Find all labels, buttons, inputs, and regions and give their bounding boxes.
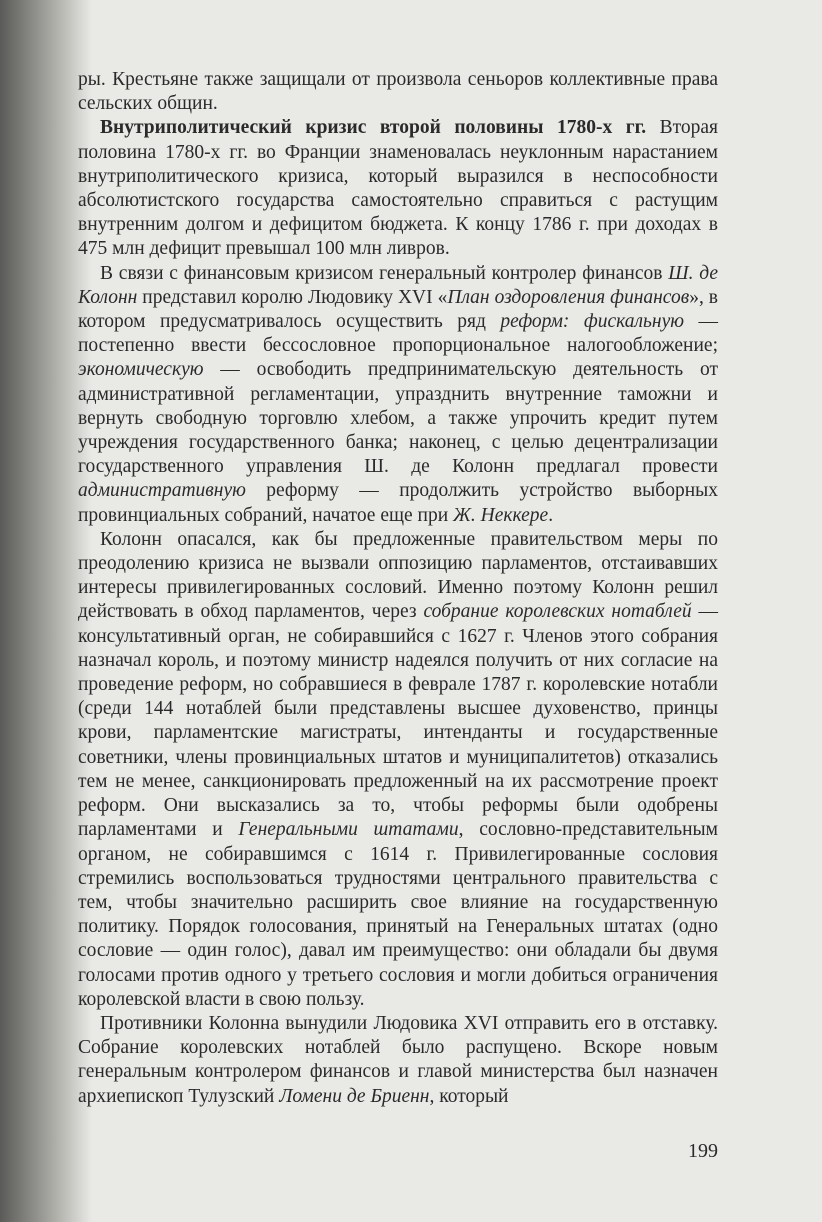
text-run: реформу — продолжить устройство выборных провинциальных собраний, начатое еще при [78,480,718,526]
text-run: — освободить предпринимательскую деятельность от административной регламентации, упразднить внутренние таможни и вернуть свободную торговлю хлебом, а также упрочить кредит путем учреждения государственного банка; наконец, с целью децентрализации государственного управления Ш. де Колонн предлагал провести [78,359,718,478]
italic-term: административную [78,480,246,502]
italic-term: Ш. де Колонн [78,262,718,308]
italic-term: Ж. Неккере [453,504,549,526]
text-run: , который [429,1085,509,1107]
italic-term: План оздоровления финансов [447,286,690,308]
text-run: В связи с финансовым кризисом генеральный контролер финансов [100,262,669,284]
text-run: — постепенно ввести бессословное пропорциональное налогообложение; [78,311,718,357]
italic-term: реформ: фискальную [500,311,684,333]
paragraph-notables [78,528,718,1012]
text-run: Противники Колонна вынудили Людовика XVI отправить его в отставку. Собрание королевских нотаблей было распущено. Вскоре новым генеральным контролером финансов и главой министерства был назначен архиепископ Тулузский [78,1012,718,1107]
paragraph-calonne-plan [78,262,718,528]
text-run: , сословно-представительным органом, не собиравшимся с 1614 г. Привилегированные сословия стремились воспользоваться трудностями центрального правительства с тем, чтобы значительно расширить свое влияние на государственную политику. Порядок голосования, принятый на Генеральных штатах (одно сословие — один голос), давал им преимущество: они обладали бы двумя голосами против одного у третьего сословия и могли добиться ограничения королевской власти в свою пользу. [78,819,718,1010]
page-body [78,68,718,1109]
paragraph-continuation [78,68,718,116]
italic-term: Ломени де Бриенн [279,1085,430,1107]
section-heading: Внутриполитический кризис второй половины 1780-х гг. [100,117,647,139]
paragraph-crisis-heading [78,116,718,261]
italic-term: собрание королевских нотаблей [423,601,692,623]
italic-term: экономическую [78,359,204,381]
text-run: Колонн опасался, как бы предложенные правительством меры по преодолению кризиса не вызвали оппозицию парламентов, отстаивавших интересы привилегированных сословий. Именно поэтому Колонн решил действовать в обход парламентов, через [78,528,718,623]
text-run: ры. Крестьяне также защищали от произвола сеньоров коллективные права сельских общин. [78,69,718,115]
text-run: », в котором предусматривалось осуществить ряд [78,286,718,333]
paragraph-brienne [78,1012,718,1109]
page-number: 199 [688,1140,718,1162]
text-run: Вторая половина 1780-х гг. во Франции знаменовалась неуклонным нарастанием внутриполитического кризиса, который выразился в неспособности абсолютистского государства самостоятельно справиться с растущим внутренним долгом и дефицитом бюджета. К концу 1786 г. при доходах в 475 млн дефицит превышал 100 млн ливров. [78,117,718,260]
italic-term: Генеральными штатами [238,819,459,841]
text-run: — консультативный орган, не собиравшийся с 1627 г. Членов этого собрания назначал король, и поэтому министр надеялся получить от них согласие на проведение реформ, но собравшиеся в феврале 1787 г. королевские нотабли (среди 144 нотаблей были представлены высшее духовенство, принцы крови, парламентские магистраты, интенданты и государственные советники, члены провинциальных штатов и муниципалитетов) отказались тем не менее, санкционировать предложенный на их рассмотрение проект реформ. Они высказались за то, чтобы реформы были одобрены парламентами и [78,601,719,841]
text-run: представил королю Людовику XVI « [137,286,448,308]
text-run: . [548,504,554,526]
